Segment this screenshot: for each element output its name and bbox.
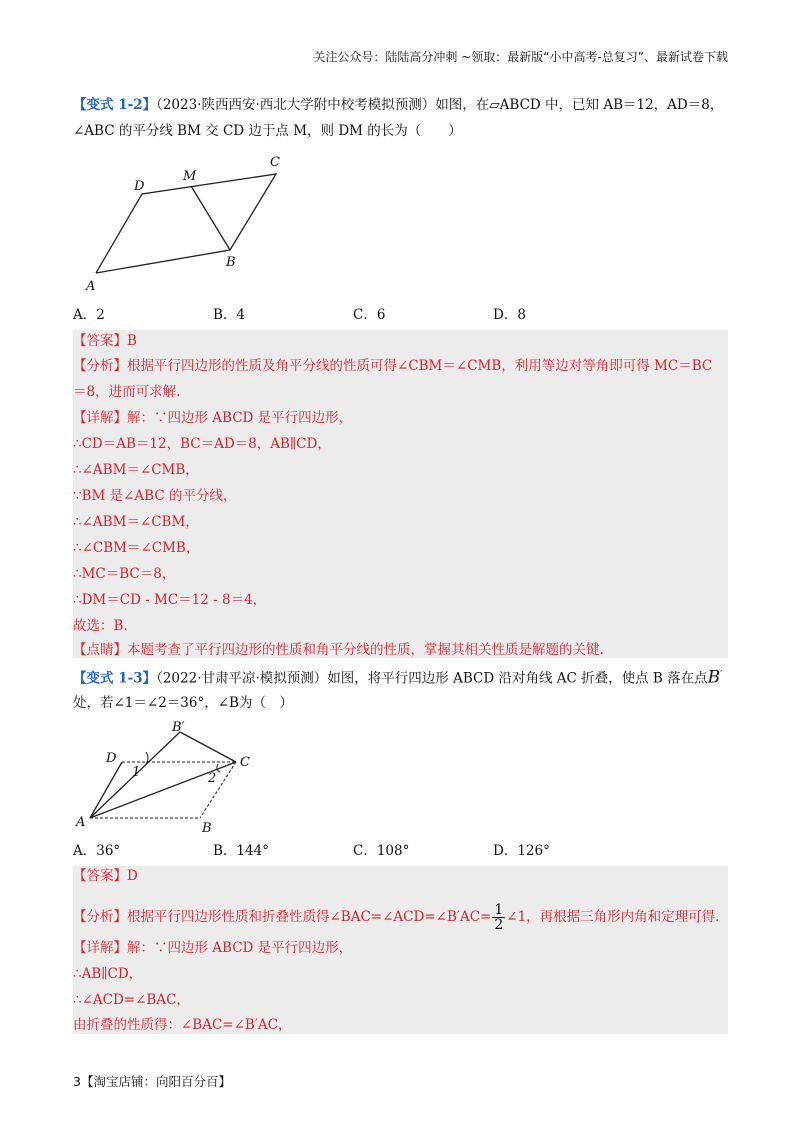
page-header: 关注公众号：陆陆高分冲刺 ~领取：最新版“小中高考-总复习”、最新试卷下载 — [313, 50, 728, 64]
comment-tag: 【点睛】 — [73, 642, 127, 658]
analysis-text: 根据平行四边形性质和折叠性质得∠BAC=∠ACD=∠B′AC= — [127, 909, 492, 925]
analysis-text: 根据平行四边形的性质及角平分线的性质可得∠CBM＝∠CMB，利用等边对等角即可得 MC＝BC — [127, 358, 713, 374]
detail-1-line-3: ∵BM 是∠ABC 的平分线， — [73, 488, 237, 504]
detail-1-line-2: ∴∠ABM＝∠CMB， — [73, 462, 199, 478]
problem-tag: 【变式 1-3】 — [73, 670, 157, 687]
detail-1-line-1: ∴CD＝AB＝12，BC＝AD＝8，AB∥CD， — [73, 436, 331, 452]
label-b: B — [226, 255, 236, 270]
option-c: C．6 — [353, 307, 386, 323]
problem-1-2-line-1 — [73, 96, 723, 114]
label-b: B — [202, 821, 212, 836]
point-b-prime: B — [707, 667, 721, 688]
label-c: C — [270, 155, 280, 170]
fraction-numerator: 1 — [494, 902, 504, 918]
analysis-text-end: ∠1，再根据三角形内角和定理可得. — [506, 909, 720, 925]
option-c: C．108° — [353, 843, 410, 859]
detail-1-line-7: ∴DM＝CD - MC＝12 - 8＝4， — [73, 592, 267, 608]
label-m: M — [183, 169, 197, 184]
label-b-prime: B′ — [172, 720, 185, 735]
fraction-denominator: 2 — [494, 917, 504, 933]
detail-1-line-0 — [73, 409, 352, 427]
answer-tag: 【答案】 — [73, 333, 127, 349]
option-a: A．2 — [73, 307, 105, 323]
detail-2-line-3: 由折叠的性质得：∠BAC=∠B′AC， — [73, 1017, 292, 1033]
options-row-1 — [73, 306, 633, 324]
label-d: D — [134, 179, 145, 194]
label-a: A — [76, 815, 86, 830]
problem-tag: 【变式 1-2】 — [73, 97, 157, 113]
options-row-2 — [73, 842, 633, 860]
detail-tag: 【详解】 — [73, 940, 127, 956]
detail-2-line-0 — [73, 939, 352, 957]
option-b: B．144° — [213, 843, 269, 859]
analysis-1-line-2: ＝8，进而可求解. — [73, 384, 181, 400]
comment-1 — [73, 641, 604, 659]
analysis-tag: 【分析】 — [73, 358, 127, 374]
detail-2-line-2: ∴∠ACD=∠BAC， — [73, 992, 190, 1008]
comment-text: 本题考查了平行四边形的性质和角平分线的性质，掌握其相关性质是解题的关键. — [127, 642, 604, 658]
angle-1-label: 1 — [132, 765, 141, 780]
analysis-tag: 【分析】 — [73, 909, 127, 925]
problem-1-3-line-2: 处，若∠1＝∠2＝36°，∠B为（ ） — [73, 695, 293, 711]
answer-2 — [73, 867, 138, 885]
answer-tag: 【答案】 — [73, 868, 127, 884]
problem-1-3-line-1 — [73, 666, 722, 688]
detail-text: 解：∵四边形 ABCD 是平行四边形， — [127, 940, 353, 956]
problem-text: ∠ABC 的平分线 BM 交 CD 边于点 M，则 DM 的长为（ ） — [73, 123, 462, 139]
page-footer: 3【淘宝店铺：向阳百分百】 — [73, 1074, 231, 1089]
label-a: A — [86, 279, 96, 294]
detail-1-line-8: 故选：B. — [73, 618, 128, 634]
answer-value: B — [127, 333, 137, 349]
option-d: D．126° — [493, 843, 550, 859]
problem-text: （2023·陕西西安·西北大学附中校考模拟预测）如图，在▱ABCD 中，已知 AB＝12，AD＝8， — [156, 97, 724, 113]
answer-1 — [73, 332, 137, 350]
detail-text: 解：∵四边形 ABCD 是平行四边形， — [127, 410, 353, 426]
detail-1-line-6: ∴MC＝BC＝8， — [73, 566, 176, 582]
problem-1-2-line-2 — [73, 122, 462, 140]
angle-2-label: 2 — [208, 771, 217, 786]
detail-1-line-5: ∴∠CBM＝∠CMB， — [73, 540, 200, 556]
parallelogram-figure-1 — [80, 150, 300, 300]
label-c: C — [240, 755, 250, 770]
option-a: A．36° — [73, 843, 121, 859]
analysis-1-line-1 — [73, 357, 712, 375]
option-d: D．8 — [493, 307, 526, 323]
detail-1-line-4: ∴∠ABM＝∠CBM， — [73, 514, 199, 530]
detail-tag: 【详解】 — [73, 410, 127, 426]
answer-value: D — [127, 868, 138, 884]
prime-mark: ′ — [720, 670, 723, 680]
analysis-2 — [73, 903, 719, 932]
option-b: B．4 — [213, 307, 246, 323]
label-d: D — [106, 751, 117, 766]
detail-2-line-1: ∴AB∥CD， — [73, 966, 143, 982]
problem-text: （2022·甘肃平凉·模拟预测）如图，将平行四边形 ABCD 沿对角线 AC 折叠，使点 B 落在点 — [156, 670, 708, 687]
fold-figure-2 — [68, 718, 268, 838]
fraction-one-half — [492, 903, 505, 932]
